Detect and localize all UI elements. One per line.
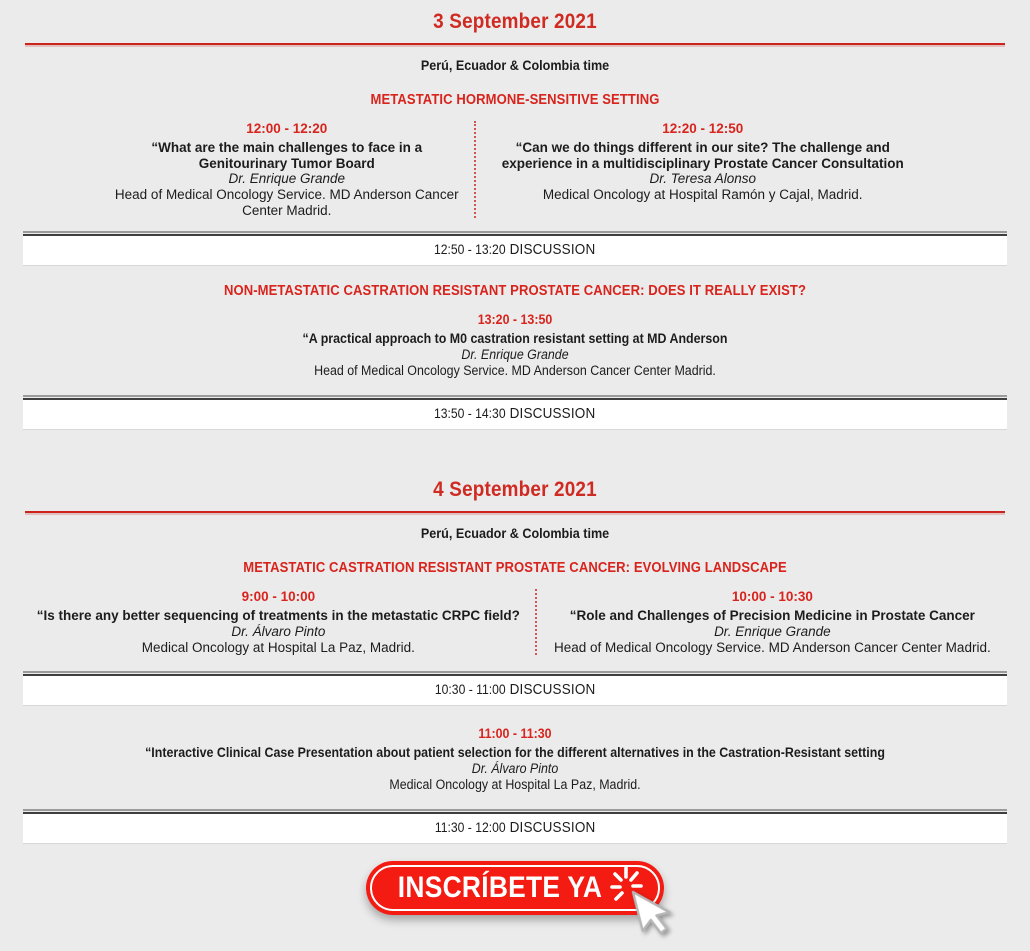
- session-title: “A practical approach to M0 castration resistant setting at MD Anderson: [302, 331, 728, 347]
- session-title: “Role and Challenges of Precision Medicine in Prostate Cancer: [569, 608, 975, 624]
- session-speaker: Dr. Enrique Grande: [228, 171, 346, 187]
- discussion-bar: [23, 395, 1007, 430]
- day-1-block: [0, 10, 1030, 430]
- day-2-session-row: [22, 589, 1008, 655]
- register-button[interactable]: [366, 861, 664, 915]
- day-1-session-row: [100, 121, 930, 218]
- day-1-section-heading-2: NON-METASTATIC CASTRATION RESISTANT PROSTATE CANCER: DOES IT REALLY EXIST?: [223, 283, 807, 300]
- divider-line: [23, 395, 1007, 397]
- session-affiliation: Head of Medical Oncology Service. MD Anderson Cancer Center Madrid.: [554, 639, 991, 655]
- session-card: [100, 121, 474, 218]
- session-title: “What are the main challenges to face in a Genitourinary Tumor Board: [151, 140, 423, 171]
- day-2-block: [0, 478, 1030, 844]
- discussion-label: DISCUSSION: [509, 405, 596, 423]
- day-1-heading: 3 September 2021: [433, 10, 597, 33]
- session-card: [474, 121, 931, 218]
- session-title: “Is there any better sequencing of treatments in the metastatic CRPC field?: [36, 608, 520, 624]
- register-area: [0, 861, 1030, 915]
- session-title: “Can we do things different in our site? The challenge and experience in a multidisciplinary Prostate Cancer Consultation: [501, 140, 904, 171]
- discussion-bar: [23, 231, 1007, 266]
- day-1-timezone-label: Perú, Ecuador & Colombia time: [420, 57, 610, 73]
- discussion-label: DISCUSSION: [509, 819, 596, 837]
- discussion-time: 11:30 - 12:00: [434, 820, 506, 836]
- session-time: 12:20 - 12:50: [662, 121, 744, 136]
- discussion-bar: [23, 671, 1007, 706]
- discussion-time: 12:50 - 13:20: [434, 242, 506, 258]
- session-affiliation: Medical Oncology at Hospital La Paz, Madrid.: [141, 639, 415, 655]
- session-affiliation: Medical Oncology at Hospital La Paz, Madrid.: [389, 776, 641, 792]
- session-time: 10:00 - 10:30: [731, 589, 813, 605]
- session-time: 12:00 - 12:20: [246, 121, 328, 136]
- session-title: “Interactive Clinical Case Presentation about patient selection for the different alternatives in the Castration-Resistant setting: [145, 745, 885, 761]
- session-card: [30, 726, 1000, 792]
- session-affiliation: Medical Oncology at Hospital Ramón y Cajal, Madrid.: [542, 186, 863, 202]
- session-affiliation: Head of Medical Oncology Service. MD Anderson Cancer Center Madrid.: [314, 362, 716, 378]
- session-time: 13:20 - 13:50: [477, 312, 553, 328]
- divider-line: [23, 671, 1007, 673]
- discussion-time: 10:30 - 11:00: [434, 682, 506, 698]
- register-button-label: INSCRÍBETE YA: [397, 871, 603, 905]
- session-speaker: Dr. Álvaro Pinto: [231, 623, 326, 639]
- day-2-heading: 4 September 2021: [433, 478, 597, 502]
- cursor-click-icon: [612, 865, 692, 951]
- discussion-bar: [23, 809, 1007, 844]
- divider-line: [23, 809, 1007, 811]
- session-card: [535, 589, 1008, 655]
- day-1-heading-rule: [25, 43, 1005, 45]
- day-2-section-heading-1: METASTATIC CASTRATION RESISTANT PROSTATE CANCER: EVOLVING LANDSCAPE: [243, 560, 787, 577]
- session-speaker: Dr. Enrique Grande: [714, 623, 831, 639]
- session-time: 9:00 - 10:00: [241, 589, 316, 605]
- session-affiliation: Head of Medical Oncology Service. MD Anderson Cancer Center Madrid.: [114, 186, 459, 218]
- session-card: [22, 589, 535, 655]
- day-2-timezone-label: Perú, Ecuador & Colombia time: [420, 525, 610, 542]
- session-card: [30, 312, 1000, 378]
- day-2-heading-rule: [25, 511, 1005, 513]
- session-speaker: Dr. Álvaro Pinto: [471, 760, 559, 776]
- session-speaker: Dr. Enrique Grande: [461, 346, 569, 362]
- session-speaker: Dr. Teresa Alonso: [649, 171, 757, 187]
- divider-line: [23, 231, 1007, 233]
- discussion-label: DISCUSSION: [509, 681, 596, 699]
- day-1-section-heading-1: METASTATIC HORMONE-SENSITIVE SETTING: [370, 92, 660, 108]
- session-time: 11:00 - 11:30: [478, 726, 552, 742]
- discussion-time: 13:50 - 14:30: [434, 406, 506, 422]
- discussion-label: DISCUSSION: [509, 241, 596, 259]
